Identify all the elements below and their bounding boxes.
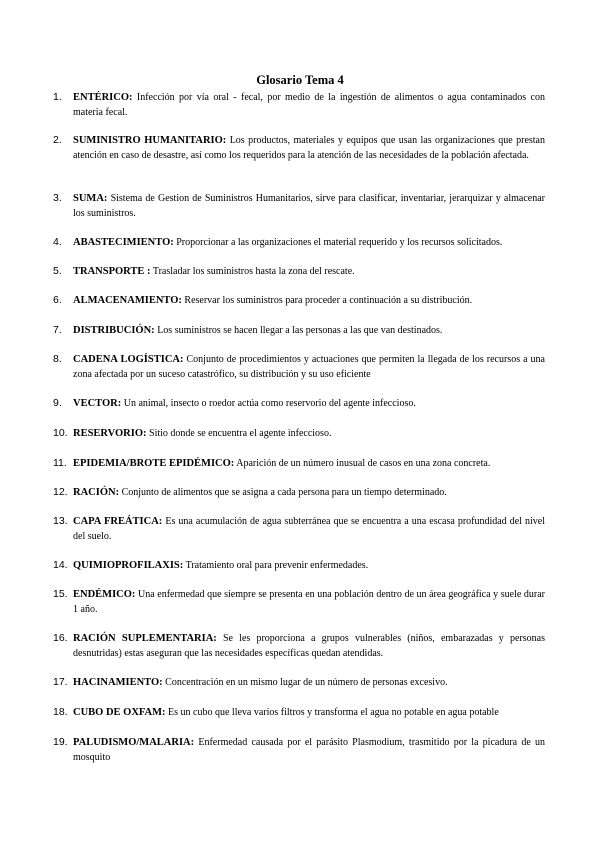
item-text [73,90,545,120]
item-text [73,191,545,221]
item-term: DISTRIBUCIÓN: [73,325,155,336]
item-term: ALMACENAMIENTO: [73,295,182,306]
item-text [73,735,545,765]
item-text [73,426,545,441]
item-definition: Los suministros se hacen llegar a las personas a las que van destinados. [154,325,443,336]
item-term: QUIMIOPROFILAXIS: [73,560,184,571]
item-definition: Conjunto de alimentos que se asigna a cada persona para un tiempo determinado. [119,487,447,498]
item-number: 4. [53,236,62,248]
item-term: CADENA LOGÍSTICA: [73,354,184,365]
item-text [73,323,545,338]
item-number: 14. [53,559,68,571]
item-number: 12. [53,486,68,498]
item-number: 2. [53,134,62,146]
item-number: 7. [53,324,62,336]
item-text [73,587,545,617]
item-definition: Conjunto de procedimientos y actuaciones que permiten la llegada de los recursos a una zona afectada por un suceso catastrófico, su distribución y su uso eficiente [73,354,545,380]
item-term: TRANSPORTE : [73,266,151,277]
item-definition: Se les proporciona a grupos vulnerables (niños, embarazadas y personas desnutridas) estas aseguran que las necesidades específicas quedan atendidas. [73,633,545,659]
item-definition: Aparición de un número inusual de casos en una zona concreta. [234,458,491,469]
item-definition: Enfermedad causada por el parásito Plasmodium, trasmitido por la picadura de un mosquito [73,737,545,763]
item-term: ENDÉMICO: [73,589,136,600]
item-definition: Es una acumulación de agua subterránea que se encuentra a una escasa profundidad del nivel del suelo. [73,516,546,542]
item-definition: Es un cubo que lleva varios filtros y transforma el agua no potable en agua potable [165,707,499,718]
item-text [73,558,545,573]
item-term: SUMINISTRO HUMANITARIO: [73,135,227,146]
item-number: 9. [53,397,62,409]
item-definition: Tratamiento oral para prevenir enfermedades. [183,560,369,571]
item-term: ENTÉRICO: [73,92,133,103]
item-term: RACIÓN: [73,487,120,498]
item-term: HACINAMIENTO: [73,677,163,688]
item-definition: Proporcionar a las organizaciones el material requerido y los recursos solicitados. [173,237,503,248]
item-term: RACIÓN SUPLEMENTARIA: [73,633,217,644]
item-term: VECTOR: [73,398,122,409]
item-term: ABASTECIMIENTO: [73,237,174,248]
item-number: 19. [53,736,68,748]
item-number: 3. [53,192,62,204]
item-term: SUMA: [73,193,108,204]
item-number: 11. [53,457,67,469]
item-term: PALUDISMO/MALARIA: [73,737,195,748]
item-text [73,705,545,720]
item-number: 15. [53,588,68,600]
item-definition: Reservar los suministros para proceder a continuación a su distribución. [181,295,473,306]
item-definition: Infección por vía oral - fecal, por medio de la ingestión de alimentos o agua contaminados con materia fecal. [73,92,545,118]
item-text [73,456,545,471]
item-text [73,675,545,690]
item-term: EPIDEMIA/BROTE EPIDÉMICO: [73,458,235,469]
item-text [73,631,545,661]
item-text [73,396,545,411]
item-text [73,485,545,500]
item-text [73,235,545,250]
item-term: RESERVORIO: [73,428,147,439]
item-text [73,352,545,382]
item-number: 10. [53,427,68,439]
item-term: CUBO DE OXFAM: [73,707,166,718]
item-number: 17. [53,676,68,688]
item-number: 1. [53,91,62,103]
item-text [73,133,545,163]
item-definition: Sistema de Gestion de Suministros Humanitarios, sirve para clasificar, inventariar, jerarquizar y almacenar los suministros. [73,193,545,219]
item-definition: Concentración en un mismo lugar de un número de personas excesivo. [162,677,448,688]
item-number: 5. [53,265,62,277]
item-number: 6. [53,294,62,306]
item-definition: Sitio donde se encuentra el agente infeccioso. [146,428,332,439]
item-text [73,293,545,308]
page-title: Glosario Tema 4 [256,73,344,87]
item-definition: Trasladar los suministros hasta la zona del rescate. [150,266,355,277]
item-text [73,514,545,544]
item-term: CAPA FREÁTICA: [73,516,163,527]
item-number: 8. [53,353,62,365]
item-number: 13. [53,515,68,527]
item-definition: Los productos, materiales y equipos que usan las organizaciones que prestan atención en caso de desastre, así como los requeridos para la atención de las necesidades de la población afectada. [73,135,545,161]
item-definition: Un animal, insecto o roedor actúa como reservorio del agente infeccioso. [121,398,416,409]
item-text [73,264,545,279]
item-definition: Una enfermedad que siempre se presenta en una población dentro de un área geográfica y suele durar 1 año. [73,589,545,615]
item-number: 16. [53,632,68,644]
item-number: 18. [53,706,68,718]
